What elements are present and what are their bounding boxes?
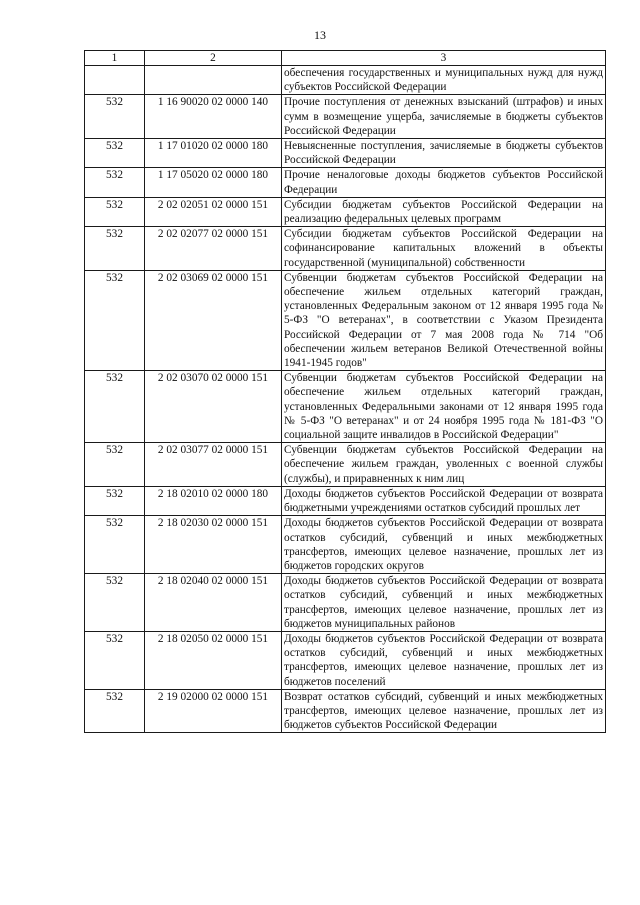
admin-code-cell: 532 (85, 486, 145, 515)
table-row (85, 197, 606, 226)
table-row (85, 443, 606, 487)
description-cell: обеспечения государственных и муниципальных нужд для нужд субъектов Российской Федерации (282, 66, 606, 95)
admin-code-cell: 532 (85, 574, 145, 632)
admin-code-cell: 532 (85, 95, 145, 139)
page-number: 13 (314, 28, 326, 42)
income-code-cell: 2 02 02051 02 0000 151 (145, 197, 282, 226)
description-cell: Доходы бюджетов субъектов Российской Федерации от возврата остатков субсидий, субвенций и иных межбюджетных трансфертов, имеющих целевое назначение, прошлых лет из бюджетов городских округов (282, 516, 606, 574)
table-row (85, 516, 606, 574)
admin-code-cell: 532 (85, 197, 145, 226)
income-code-cell: 1 17 05020 02 0000 180 (145, 168, 282, 197)
income-code-cell: 2 02 03077 02 0000 151 (145, 443, 282, 487)
income-code-cell: 2 18 02050 02 0000 151 (145, 631, 282, 689)
table-row (85, 95, 606, 139)
table-row (85, 227, 606, 271)
income-code-cell: 2 18 02040 02 0000 151 (145, 574, 282, 632)
table-row (85, 139, 606, 168)
income-code-cell: 2 18 02010 02 0000 180 (145, 486, 282, 515)
admin-code-cell: 532 (85, 168, 145, 197)
income-code-cell: 2 18 02030 02 0000 151 (145, 516, 282, 574)
description-cell: Субсидии бюджетам субъектов Российской Федерации на софинансирование капитальных вложений в объекты государственной (муниципальной) собственности (282, 227, 606, 271)
table-row (85, 168, 606, 197)
table-row (85, 270, 606, 370)
admin-code-cell (85, 66, 145, 95)
admin-code-cell: 532 (85, 270, 145, 370)
table-row (85, 574, 606, 632)
table-header-row (85, 51, 606, 66)
admin-code-cell: 532 (85, 516, 145, 574)
income-code-cell: 2 02 03070 02 0000 151 (145, 371, 282, 443)
income-code-cell: 2 02 03069 02 0000 151 (145, 270, 282, 370)
income-code-cell (145, 66, 282, 95)
description-cell: Субвенции бюджетам субъектов Российской Федерации на обеспечение жильем отдельных категорий граждан, установленных Федеральным законом от 12 января 1995 года № 5-ФЗ "О ветеранах", в соответствии с Указом Президента Российской Федерации от 7 мая 2008 года № 714 "Об обеспечении жильем ветеранов Великой Отечественной войны 1941-1945 годов" (282, 270, 606, 370)
admin-code-cell: 532 (85, 631, 145, 689)
admin-code-cell: 532 (85, 443, 145, 487)
column-header-3: 3 (282, 51, 606, 66)
description-cell: Доходы бюджетов субъектов Российской Федерации от возврата остатков субсидий, субвенций и иных межбюджетных трансфертов, имеющих целевое назначение, прошлых лет из бюджетов муниципальных районов (282, 574, 606, 632)
description-cell: Доходы бюджетов субъектов Российской Федерации от возврата бюджетными учреждениями остатков субсидий прошлых лет (282, 486, 606, 515)
table-row (85, 371, 606, 443)
income-code-cell: 2 19 02000 02 0000 151 (145, 689, 282, 733)
admin-code-cell: 532 (85, 371, 145, 443)
table-row (85, 66, 606, 95)
description-cell: Субсидии бюджетам субъектов Российской Федерации на реализацию федеральных целевых программ (282, 197, 606, 226)
table-row (85, 486, 606, 515)
description-cell: Возврат остатков субсидий, субвенций и иных межбюджетных трансфертов, имеющих целевое назначение, прошлых лет из бюджетов субъектов Российской Федерации (282, 689, 606, 733)
description-cell: Невыясненные поступления, зачисляемые в бюджеты субъектов Российской Федерации (282, 139, 606, 168)
admin-code-cell: 532 (85, 689, 145, 733)
income-code-cell: 2 02 02077 02 0000 151 (145, 227, 282, 271)
column-header-2: 2 (145, 51, 282, 66)
description-cell: Прочие поступления от денежных взысканий (штрафов) и иных сумм в возмещение ущерба, зачисляемые в бюджеты субъектов Российской Федерации (282, 95, 606, 139)
admin-code-cell: 532 (85, 227, 145, 271)
description-cell: Доходы бюджетов субъектов Российской Федерации от возврата остатков субсидий, субвенций и иных межбюджетных трансфертов, имеющих целевое назначение, прошлых лет из бюджетов поселений (282, 631, 606, 689)
description-cell: Субвенции бюджетам субъектов Российской Федерации на обеспечение жильем граждан, уволенных с военной службы (службы), и приравненных к ним лиц (282, 443, 606, 487)
column-header-1: 1 (85, 51, 145, 66)
income-code-cell: 1 16 90020 02 0000 140 (145, 95, 282, 139)
income-codes-table (84, 50, 606, 733)
table-row (85, 631, 606, 689)
description-cell: Прочие неналоговые доходы бюджетов субъектов Российской Федерации (282, 168, 606, 197)
admin-code-cell: 532 (85, 139, 145, 168)
description-cell: Субвенции бюджетам субъектов Российской Федерации на обеспечение жильем отдельных категорий граждан, установленных Федеральными законами от 12 января 1995 года № 5-ФЗ "О ветеранах" и от 24 ноября 1995 года № 181-ФЗ "О социальной защите инвалидов в Российской Федерации" (282, 371, 606, 443)
table-row (85, 689, 606, 733)
income-code-cell: 1 17 01020 02 0000 180 (145, 139, 282, 168)
